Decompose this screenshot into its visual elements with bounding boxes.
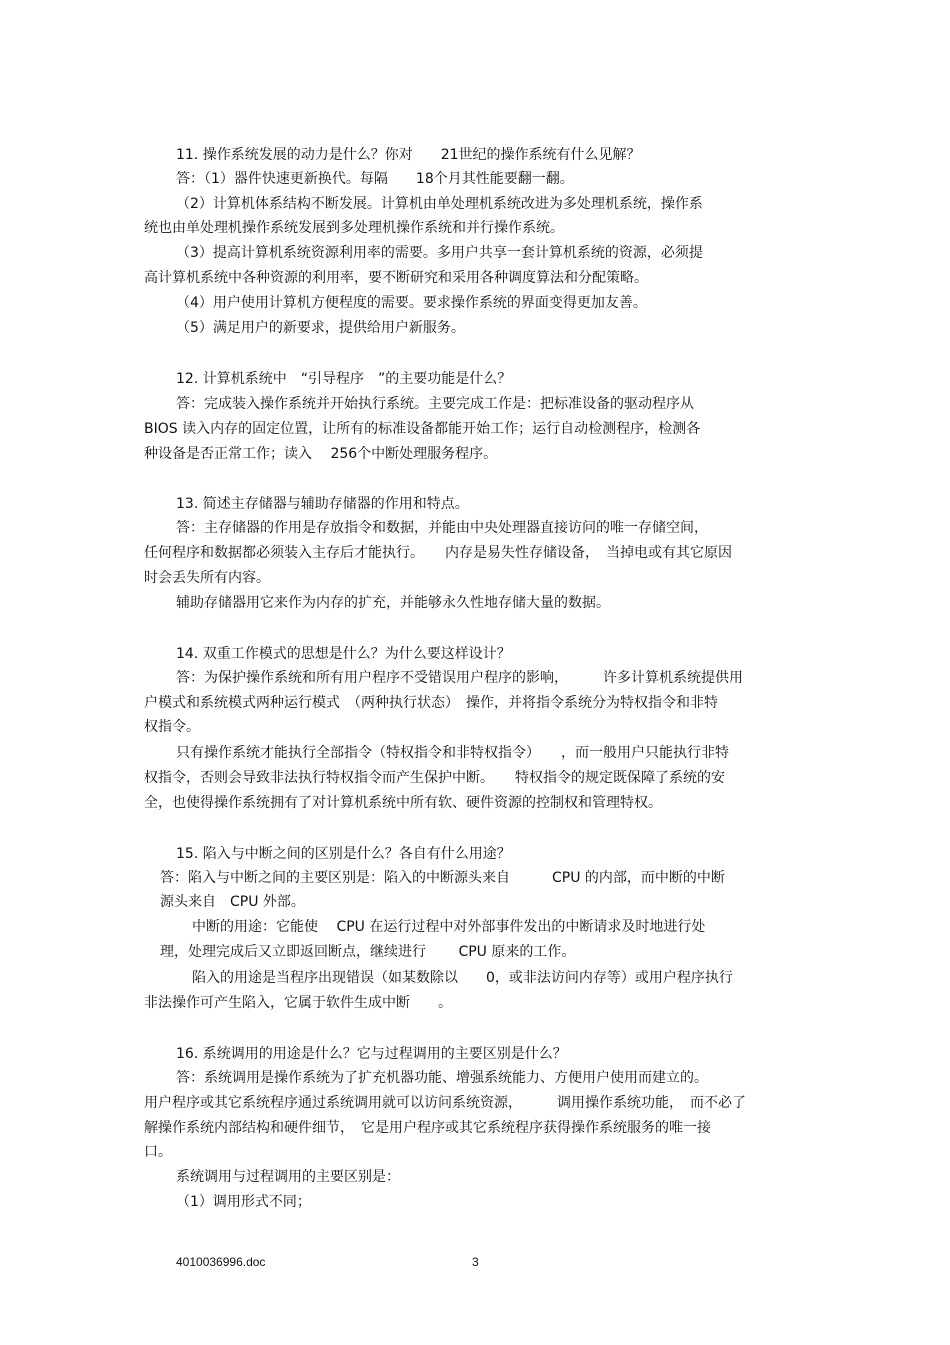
q12-answer-3: 种设备是否正常工作；读入 256个中断处理服务程序。 — [144, 446, 498, 462]
q16-answer-3: 解操作系统内部结构和硬件细节， 它是用户程序或其它系统程序获得操作系统服务的唯一接 — [144, 1120, 711, 1136]
q11-answer-3a: （3）提高计算机系统资源利用率的需要。多用户共享一套计算机系统的资源，必须提 — [176, 245, 703, 261]
q15-answer-1: 答：陷入与中断之间的主要区别是：陷入的中断源头来自 CPU 的内部，而中断的中断 — [160, 870, 725, 886]
q11-answer-1: 答：（1）器件快速更新换代。每隔 18个月其性能要翻一翻。 — [176, 171, 574, 187]
q16-answer-2: 用户程序或其它系统程序通过系统调用就可以访问系统资源， 调用操作系统功能， 而不必了 — [144, 1095, 746, 1111]
q11-answer-2b: 统也由单处理机操作系统发展到多处理机操作系统和并行操作系统。 — [144, 220, 564, 236]
q15-answer-4: 理，处理完成后又立即返回断点，继续进行 CPU 原来的工作。 — [160, 944, 576, 960]
q12-question: 12. 计算机系统中 “引导程序 ”的主要功能是什么？ — [176, 371, 512, 387]
q16-answer-4: 口。 — [144, 1144, 172, 1160]
q12-answer-2: BIOS 读入内存的固定位置，让所有的标准设备都能开始工作；运行自动检测程序，检测各 — [144, 421, 701, 437]
q11-question: 11. 操作系统发展的动力是什么？你对 21世纪的操作系统有什么见解？ — [176, 147, 641, 163]
q14-answer-2: 户模式和系统模式两种运行模式 （两种执行状态） 操作，并将指令系统分为特权指令和非特 — [144, 695, 718, 711]
q11-answer-5: （5）满足用户的新要求，提供给用户新服务。 — [176, 320, 465, 336]
q15-answer-3: 中断的用途：它能使 CPU 在运行过程中对外部事件发出的中断请求及时地进行处 — [192, 919, 706, 935]
q15-answer-5: 陷入的用途是当程序出现错误（如某数除以 0，或非法访问内存等）或用户程序执行 — [192, 970, 733, 986]
q13-answer-1: 答：主存储器的作用是存放指令和数据，并能由中央处理器直接访问的唯一存储空间， — [176, 520, 708, 536]
q15-answer-6: 非法操作可产生陷入，它属于软件生成中断 。 — [144, 995, 452, 1011]
q11-answer-2a: （2）计算机体系结构不断发展。计算机由单处理机系统改进为多处理机系统，操作系 — [176, 196, 703, 212]
q16-answer-6: （1）调用形式不同； — [176, 1194, 311, 1210]
q14-answer-3: 权指令。 — [144, 719, 200, 735]
q16-answer-1: 答：系统调用是操作系统为了扩充机器功能、增强系统能力、方便用户使用而建立的。 — [176, 1070, 708, 1086]
q16-answer-5: 系统调用与过程调用的主要区别是： — [176, 1169, 400, 1185]
q11-answer-4: （4）用户使用计算机方便程度的需要。要求操作系统的界面变得更加友善。 — [176, 295, 647, 311]
q12-answer-1: 答：完成装入操作系统并开始执行系统。主要完成工作是：把标准设备的驱动程序从 — [176, 396, 694, 412]
q14-answer-4: 只有操作系统才能执行全部指令（特权指令和非特权指令） ，而一般用户只能执行非特 — [176, 745, 729, 761]
footer-page-number: 3 — [472, 1255, 479, 1269]
q13-answer-2: 任何程序和数据都必须装入主存后才能执行。 内存是易失性存储设备， 当掉电或有其它原因 — [144, 545, 732, 561]
q15-answer-2: 源头来自 CPU 外部。 — [160, 894, 305, 910]
q15-question: 15. 陷入与中断之间的区别是什么？各自有什么用途？ — [176, 846, 511, 862]
q14-answer-1: 答：为保护操作系统和所有用户程序不受错误用户程序的影响， 许多计算机系统提供用 — [176, 670, 743, 686]
q14-question: 14. 双重工作模式的思想是什么？为什么要这样设计？ — [176, 646, 511, 662]
q11-answer-3b: 高计算机系统中各种资源的利用率，要不断研究和采用各种调度算法和分配策略。 — [144, 270, 648, 286]
q14-answer-6: 全，也使得操作系统拥有了对计算机系统中所有软、硬件资源的控制权和管理特权。 — [144, 795, 662, 811]
q13-answer-3: 时会丢失所有内容。 — [144, 570, 270, 586]
q13-question: 13. 简述主存储器与辅助存储器的作用和特点。 — [176, 496, 469, 512]
q16-question: 16. 系统调用的用途是什么？它与过程调用的主要区别是什么？ — [176, 1046, 567, 1062]
footer-filename: 4010036996.doc — [176, 1255, 266, 1269]
q14-answer-5: 权指令，否则会导致非法执行特权指令而产生保护中断。 特权指令的规定既保障了系统的安 — [144, 770, 725, 786]
q13-answer-4: 辅助存储器用它来作为内存的扩充，并能够永久性地存储大量的数据。 — [176, 595, 610, 611]
